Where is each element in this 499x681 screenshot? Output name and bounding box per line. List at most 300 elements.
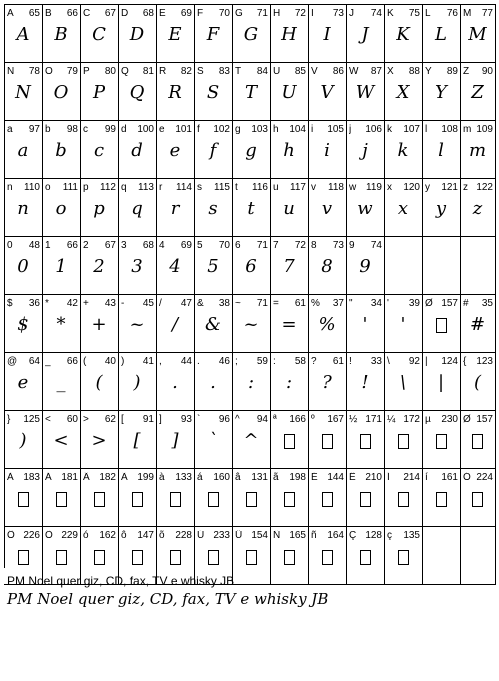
glyph-sample: O [53, 82, 69, 103]
glyph-code: 210 [365, 472, 382, 483]
missing-glyph-icon [398, 434, 409, 449]
glyph-code: 94 [256, 414, 268, 425]
glyph-char: ~ [235, 298, 241, 309]
glyph-label [159, 8, 192, 20]
missing-glyph-icon [56, 550, 67, 565]
glyph-sample: < [53, 430, 69, 451]
missing-glyph-box [422, 428, 460, 454]
missing-glyph-box [270, 486, 308, 512]
glyph-code: 160 [213, 472, 230, 483]
glyph-sample: > [91, 430, 107, 451]
glyph-code: 107 [403, 124, 420, 135]
glyph-cell [194, 62, 233, 121]
glyph-sample: v [321, 198, 333, 219]
glyph-char: u [273, 182, 279, 193]
glyph-label [45, 298, 78, 310]
missing-glyph-icon [360, 550, 371, 565]
glyph-code: 66 [66, 356, 78, 367]
glyph-label [235, 472, 268, 484]
glyph-char: õ [159, 530, 165, 541]
glyph-code: 66 [66, 8, 78, 19]
glyph-cell [308, 4, 347, 63]
glyph-label [235, 298, 268, 310]
glyph-sample: t [247, 198, 255, 219]
glyph-code: 69 [180, 240, 192, 251]
missing-glyph-box [156, 544, 194, 570]
glyph-sample: A [16, 24, 30, 45]
glyph-code: 75 [408, 8, 420, 19]
glyph-cell [384, 178, 423, 237]
glyph-sample: p [93, 198, 105, 219]
glyph-cell [422, 468, 461, 527]
glyph-char: V [311, 66, 318, 77]
glyph-char: h [273, 124, 279, 135]
glyph-sample: L [435, 24, 447, 45]
glyph-code: 198 [289, 472, 306, 483]
glyph-label [425, 414, 458, 426]
glyph-char: N [7, 66, 15, 77]
glyph-char: S [197, 66, 204, 77]
glyph-code: 87 [370, 66, 382, 77]
glyph-sample: b [55, 140, 67, 161]
glyph-code: 72 [294, 8, 306, 19]
glyph-cell [422, 4, 461, 63]
glyph-cell [308, 352, 347, 411]
glyph-cell [4, 62, 43, 121]
glyph-sample: Q [129, 82, 145, 103]
glyph-code: 68 [142, 240, 154, 251]
glyph-char: T [235, 66, 242, 77]
glyph-sample: 5 [207, 256, 219, 277]
glyph-label [273, 66, 306, 78]
glyph-char: â [235, 472, 241, 483]
glyph-char: M [463, 8, 472, 19]
glyph-code: 64 [28, 356, 40, 367]
glyph-sample: ~ [243, 314, 259, 335]
glyph-code: 164 [327, 530, 344, 541]
glyph-cell [42, 236, 81, 295]
glyph-char: t [235, 182, 238, 193]
glyph-char: 6 [235, 240, 241, 251]
glyph-cell [80, 352, 119, 411]
glyph-code: 41 [142, 356, 154, 367]
glyph-code: 182 [99, 472, 116, 483]
glyph-label [159, 240, 192, 252]
glyph-code: 43 [104, 298, 116, 309]
glyph-sample: _ [56, 372, 66, 393]
glyph-char: m [463, 124, 472, 135]
glyph-sample: n [17, 198, 29, 219]
missing-glyph-icon [170, 550, 181, 565]
glyph-sample: d [131, 140, 143, 161]
glyph-code: 71 [256, 298, 268, 309]
glyph-sample: H [281, 24, 297, 45]
glyph-char: A [7, 8, 14, 19]
glyph-cell [80, 294, 119, 353]
glyph-label [45, 124, 78, 136]
missing-glyph-box [308, 486, 346, 512]
glyph-label [197, 298, 230, 310]
missing-glyph-box [194, 544, 232, 570]
glyph-cell [42, 178, 81, 237]
missing-glyph-box [384, 428, 422, 454]
glyph-code: 123 [476, 356, 493, 367]
glyph-label [349, 414, 382, 426]
glyph-char: v [311, 182, 316, 193]
glyph-label [235, 414, 268, 426]
glyph-cell [156, 236, 195, 295]
glyph-code: 144 [327, 472, 344, 483]
glyph-label [311, 240, 344, 252]
glyph-code: 117 [290, 182, 306, 193]
glyph-char: d [121, 124, 127, 135]
glyph-char: 9 [349, 240, 355, 251]
glyph-label [121, 472, 154, 484]
glyph-cell [232, 352, 271, 411]
glyph-label [45, 182, 78, 194]
glyph-code: 38 [218, 298, 230, 309]
glyph-label [45, 240, 78, 252]
missing-glyph-icon [56, 492, 67, 507]
missing-glyph-icon [18, 550, 29, 565]
missing-glyph-box [460, 486, 495, 512]
glyph-char: ! [349, 356, 352, 367]
glyph-code: 167 [327, 414, 344, 425]
glyph-sample: M [468, 24, 487, 45]
glyph-char: ô [121, 530, 127, 541]
missing-glyph-icon [208, 492, 219, 507]
glyph-char: 5 [197, 240, 203, 251]
glyph-char: y [425, 182, 430, 193]
glyph-cell [118, 294, 157, 353]
glyph-sample: c [93, 140, 105, 161]
glyph-label [463, 124, 493, 136]
glyph-cell [42, 352, 81, 411]
glyph-label [159, 472, 192, 484]
glyph-cell [308, 410, 347, 469]
glyph-cell [194, 352, 233, 411]
glyph-code: 230 [441, 414, 458, 425]
glyph-sample: : [285, 372, 293, 393]
glyph-cell [422, 352, 461, 411]
glyph-char: Ü [235, 530, 243, 541]
glyph-char: p [83, 182, 89, 193]
glyph-char: Ø [463, 414, 471, 425]
glyph-label [349, 356, 382, 368]
glyph-char: ñ [311, 530, 317, 541]
glyph-cell [156, 294, 195, 353]
glyph-char: r [159, 182, 163, 193]
glyph-cell [232, 120, 271, 179]
glyph-label [121, 182, 154, 194]
glyph-label [463, 66, 493, 78]
glyph-code: 229 [61, 530, 78, 541]
missing-glyph-icon [436, 492, 447, 507]
glyph-label [159, 414, 192, 426]
glyph-label [121, 356, 154, 368]
glyph-label [387, 8, 420, 20]
glyph-label [387, 414, 420, 426]
glyph-char: í [425, 472, 428, 483]
glyph-code: 93 [180, 414, 192, 425]
glyph-label [311, 124, 344, 136]
glyph-label [83, 240, 116, 252]
glyph-char: Ç [349, 530, 357, 541]
glyph-char: P [83, 66, 90, 77]
glyph-code: 65 [28, 8, 40, 19]
glyph-cell [156, 120, 195, 179]
glyph-sample: e [17, 372, 29, 393]
glyph-code: 96 [218, 414, 230, 425]
glyph-code: 82 [180, 66, 192, 77]
glyph-sample: $ [17, 314, 29, 335]
glyph-sample: ` [208, 430, 218, 451]
glyph-label [349, 240, 382, 252]
glyph-sample: C [92, 24, 106, 45]
glyph-char: + [83, 298, 89, 309]
glyph-label [273, 472, 306, 484]
glyph-cell [80, 236, 119, 295]
glyph-label [387, 472, 420, 484]
glyph-char: [ [121, 414, 124, 425]
glyph-label [425, 66, 458, 78]
glyph-sample: \ [399, 372, 407, 393]
glyph-cell [460, 120, 496, 179]
glyph-char: > [83, 414, 89, 425]
glyph-char: L [425, 8, 431, 19]
glyph-sample: / [171, 314, 179, 335]
glyph-label [425, 356, 458, 368]
glyph-code: 154 [251, 530, 268, 541]
glyph-label [387, 182, 420, 194]
glyph-char: 3 [121, 240, 127, 251]
glyph-cell [384, 236, 423, 295]
glyph-char: Õ [45, 530, 53, 541]
glyph-char: b [45, 124, 51, 135]
glyph-char: µ [425, 414, 431, 425]
glyph-char: X [387, 66, 394, 77]
missing-glyph-box [270, 428, 308, 454]
glyph-label [197, 8, 230, 20]
glyph-sample: l [438, 140, 444, 161]
missing-glyph-box [346, 428, 384, 454]
glyph-sample: [ [133, 430, 141, 451]
glyph-char: - [121, 298, 125, 309]
glyph-label [273, 182, 306, 194]
glyph-char: a [7, 124, 13, 135]
glyph-char: * [45, 298, 49, 309]
glyph-label [83, 530, 116, 542]
glyph-cell [384, 294, 423, 353]
missing-glyph-icon [322, 434, 333, 449]
missing-glyph-box [4, 544, 42, 570]
glyph-label [197, 472, 230, 484]
glyph-char: . [197, 356, 200, 367]
glyph-cell [346, 294, 385, 353]
glyph-label [311, 8, 344, 20]
glyph-code: 83 [218, 66, 230, 77]
glyph-label [235, 124, 268, 136]
glyph-label [273, 124, 306, 136]
glyph-cell [118, 4, 157, 63]
glyph-label [197, 182, 230, 194]
glyph-label [7, 124, 40, 136]
glyph-code: 92 [408, 356, 420, 367]
glyph-char: À [7, 472, 14, 483]
glyph-sample: 7 [283, 256, 295, 277]
glyph-cell [346, 468, 385, 527]
missing-glyph-icon [398, 492, 409, 507]
glyph-label [463, 472, 493, 484]
glyph-label [83, 124, 116, 136]
glyph-char: Ê [349, 472, 356, 483]
glyph-label [7, 240, 40, 252]
glyph-label [121, 414, 154, 426]
glyph-cell [308, 178, 347, 237]
glyph-sample: * [56, 314, 66, 335]
glyph-code: 157 [441, 298, 458, 309]
glyph-label [273, 240, 306, 252]
glyph-char: D [121, 8, 129, 19]
glyph-char: ã [273, 472, 279, 483]
glyph-label [273, 298, 306, 310]
glyph-sample: 3 [131, 256, 143, 277]
glyph-cell [42, 468, 81, 527]
glyph-code: 112 [100, 182, 116, 193]
glyph-label [121, 66, 154, 78]
missing-glyph-box [118, 486, 156, 512]
glyph-code: 103 [251, 124, 268, 135]
glyph-sample: ' [362, 314, 368, 335]
glyph-label [83, 66, 116, 78]
glyph-sample: Z [471, 82, 484, 103]
glyph-label [235, 240, 268, 252]
missing-glyph-box [346, 486, 384, 512]
glyph-code: 81 [142, 66, 154, 77]
glyph-label [349, 298, 382, 310]
glyph-cell [118, 468, 157, 527]
glyph-label [45, 414, 78, 426]
missing-glyph-icon [398, 550, 409, 565]
glyph-code: 66 [66, 240, 78, 251]
glyph-label [235, 182, 268, 194]
glyph-label [311, 356, 344, 368]
glyph-label [159, 66, 192, 78]
glyph-char: O [45, 66, 53, 77]
glyph-label [349, 472, 382, 484]
glyph-sample: ' [400, 314, 406, 335]
glyph-sample: 0 [17, 256, 29, 277]
glyph-char: ¼ [387, 414, 396, 425]
glyph-char: 8 [311, 240, 317, 251]
glyph-char: à [159, 472, 165, 483]
glyph-sample: D [129, 24, 145, 45]
glyph-cell [346, 120, 385, 179]
glyph-char: Í [387, 472, 390, 483]
glyph-char: ç [387, 530, 392, 541]
glyph-sample: . [172, 372, 178, 393]
glyph-char: ' [387, 298, 389, 309]
glyph-char: \ [387, 356, 390, 367]
glyph-code: 105 [327, 124, 344, 135]
glyph-cell [42, 410, 81, 469]
glyph-char: | [425, 356, 428, 367]
glyph-sample: ) [133, 372, 141, 393]
glyph-label [311, 414, 344, 426]
glyph-cell [346, 236, 385, 295]
glyph-code: 73 [332, 8, 344, 19]
glyph-code: 48 [28, 240, 40, 251]
glyph-cell [422, 236, 461, 295]
glyph-char: / [159, 298, 162, 309]
glyph-sample: & [204, 314, 222, 335]
glyph-cell [346, 4, 385, 63]
glyph-code: 157 [476, 414, 493, 425]
glyph-code: 89 [446, 66, 458, 77]
glyph-char: n [7, 182, 13, 193]
glyph-label [311, 472, 344, 484]
glyph-label [83, 414, 116, 426]
glyph-code: 166 [289, 414, 306, 425]
glyph-char: o [45, 182, 51, 193]
missing-glyph-box [42, 544, 80, 570]
missing-glyph-box [232, 486, 270, 512]
glyph-cell [4, 410, 43, 469]
glyph-char: { [463, 356, 467, 367]
glyph-code: 77 [481, 8, 493, 19]
glyph-char: , [159, 356, 162, 367]
glyph-char: f [197, 124, 200, 135]
glyph-char: 4 [159, 240, 165, 251]
glyph-char: @ [7, 356, 18, 367]
glyph-label [235, 66, 268, 78]
glyph-label [83, 8, 116, 20]
glyph-char: x [387, 182, 392, 193]
glyph-code: 78 [28, 66, 40, 77]
glyph-code: 69 [180, 8, 192, 19]
glyph-code: 88 [408, 66, 420, 77]
glyph-cell [194, 410, 233, 469]
glyph-cell [118, 120, 157, 179]
missing-glyph-icon [436, 318, 447, 333]
glyph-cell [4, 294, 43, 353]
glyph-sample: j [362, 140, 368, 161]
glyph-label [273, 414, 306, 426]
glyph-cell [384, 4, 423, 63]
glyph-code: 147 [137, 530, 154, 541]
glyph-sample: ] [171, 430, 179, 451]
glyph-code: 115 [214, 182, 230, 193]
glyph-cell [4, 4, 43, 63]
glyph-sample: 6 [245, 256, 257, 277]
glyph-code: 79 [66, 66, 78, 77]
glyph-code: 40 [104, 356, 116, 367]
glyph-cell [118, 352, 157, 411]
glyph-sample: | [437, 372, 445, 393]
glyph-char: 1 [45, 240, 51, 251]
glyph-cell [270, 352, 309, 411]
glyph-code: 73 [332, 240, 344, 251]
glyph-cell [460, 352, 496, 411]
glyph-code: 120 [403, 182, 420, 193]
missing-glyph-box [346, 544, 384, 570]
glyph-char: q [121, 182, 127, 193]
glyph-sample: J [361, 24, 369, 45]
glyph-sample: # [469, 314, 486, 335]
glyph-cell [232, 410, 271, 469]
glyph-cell [156, 352, 195, 411]
missing-glyph-icon [322, 492, 333, 507]
